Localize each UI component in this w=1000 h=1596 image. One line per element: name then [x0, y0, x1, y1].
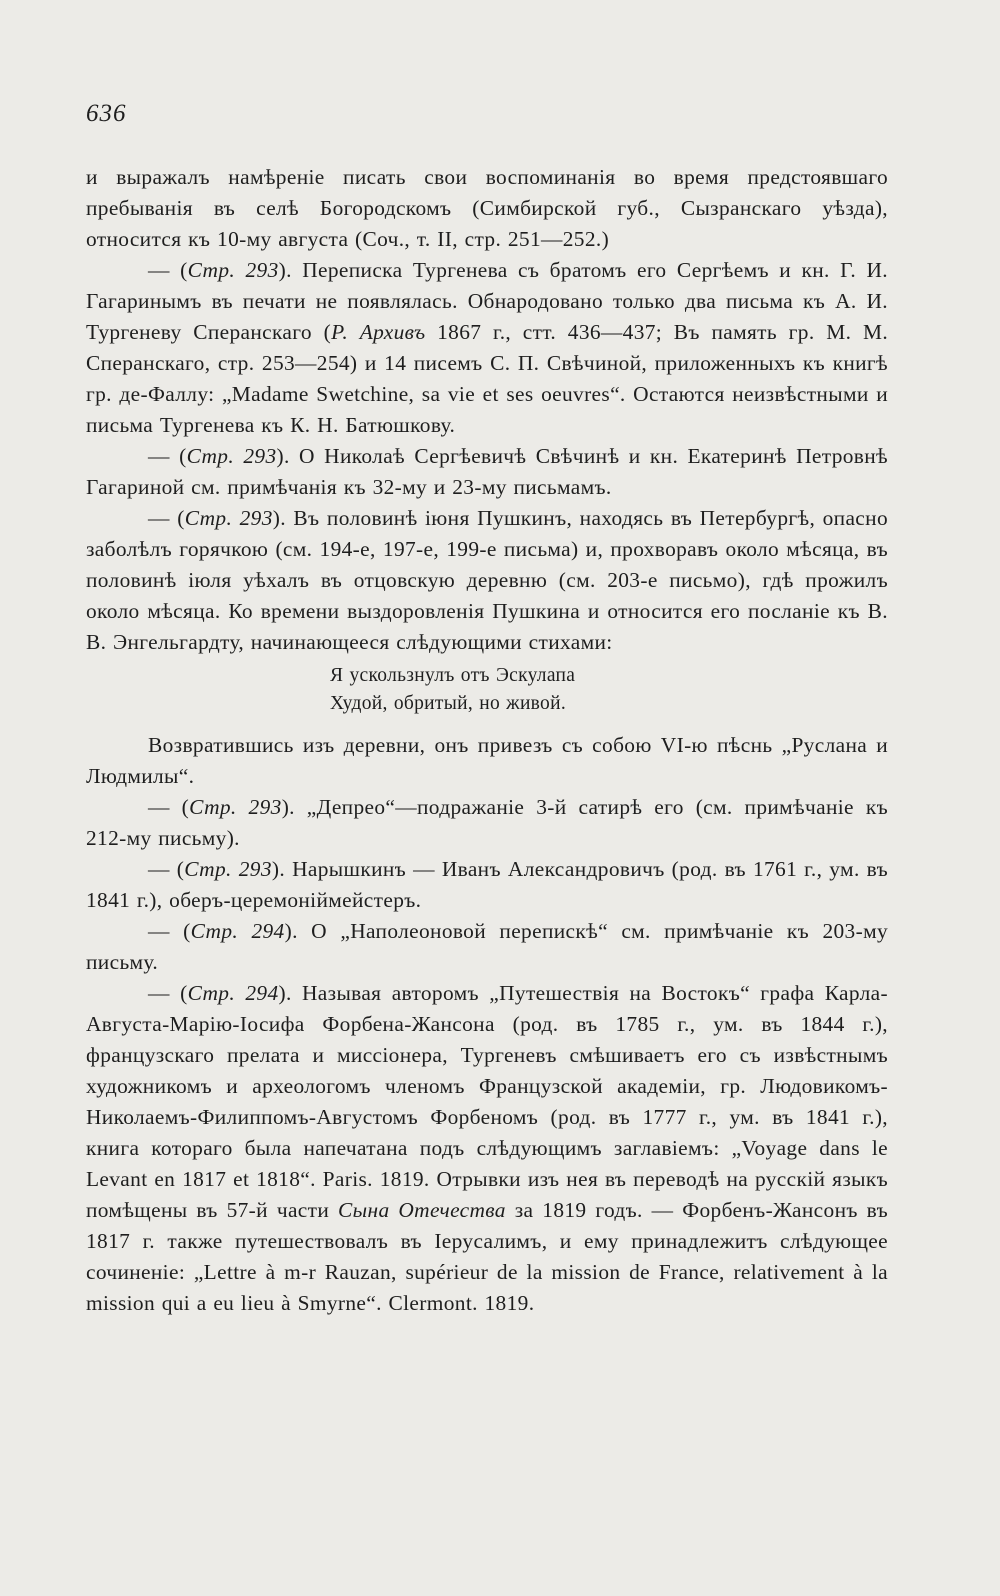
- page-reference: Стр. 293: [186, 444, 277, 468]
- page-reference: Стр. 293: [187, 258, 279, 282]
- note-dash: — (: [148, 857, 185, 881]
- page-number: 636: [86, 100, 127, 127]
- paragraph-text: ). О „Наполеоновой перепискѣ“ см. примѣчаніе къ 203-му письму.: [86, 919, 888, 974]
- page-reference: Стр. 293: [189, 795, 282, 819]
- page-reference: Стр. 293: [184, 506, 273, 530]
- paragraph-text: за 1819 годъ. — Форбенъ-Жансонъ въ 1817 г. также путешествовалъ въ Іерусалимъ, и ему принадлежитъ слѣдующее сочиненіе: „Lettre à m-r Rauzan, supérieur de la mission de France, relativement à la mission qui a eu lieu à Smyrne“. Clermont. 1819.: [86, 1198, 888, 1315]
- note-dash: — (: [148, 919, 191, 943]
- note-dash: — (: [148, 444, 187, 468]
- paragraph-text: 1867 г., стт. 436—437; Въ память гр. М. М. Сперанскаго, стр. 253—254) и 14 писемъ С. П. Свѣчиной, приложенныхъ къ книгѣ гр. де-Фаллу: „Madame Swetchine, sa vie et ses oeuvres“. Остаются неизвѣстными и письма Тургенева къ К. Н. Батюшкову.: [86, 320, 889, 437]
- page-reference: Стр. 293: [184, 857, 272, 881]
- verse-quote: [330, 662, 888, 718]
- book-page: [86, 100, 888, 1319]
- note-dash: — (: [148, 506, 185, 530]
- paragraph-1: и выражалъ намѣреніе писать свои воспоминанія во время предстоявшаго пребыванія въ селѣ Богородскомъ (Симбирской губ., Сызранскаго уѣзда), относится къ 10-му августа (Соч., т. II, стр. 251—252.): [86, 165, 888, 251]
- paragraph-text: ). Переписка Тургенева съ братомъ его Сергѣемъ и кн. Г. И. Гагаринымъ въ печати не появлялась. Обнародовано только два письма къ А. И. Тургеневу Сперанскаго (: [86, 258, 888, 344]
- paragraph-3: [86, 441, 888, 503]
- verse-line: Худой, обритый, но живой.: [330, 693, 567, 714]
- body-text: [86, 162, 888, 1319]
- paragraph-text: ). Нарышкинъ — Иванъ Александровичъ (род. въ 1761 г., ум. въ 1841 г.), оберъ-церемоніймейстеръ.: [86, 857, 889, 912]
- paragraph-5: Возвратившись изъ деревни, онъ привезъ съ собою VI-ю пѣснь „Руслана и Людмилы“.: [86, 733, 888, 788]
- page-reference: Стр. 294: [187, 981, 279, 1005]
- paragraph-text: ). „Депрео“—подражаніе 3-й сатирѣ его (см. примѣчаніе къ 212-му письму).: [86, 795, 888, 850]
- paragraph-text: ). Называя авторомъ „Путешествія на Востокъ“ графа Карла-Августа-Марію-Іосифа Форбена-Жансона (род. въ 1785 г., ум. въ 1844 г.), французскаго прелата и миссіонера, Тургеневъ смѣшиваетъ его съ извѣстнымъ художникомъ и археологомъ членомъ Французской академіи, гр. Людовикомъ-Николаемъ-Филиппомъ-Августомъ Форбеномъ (род. въ 1777 г., ум. въ 1841 г.), книга котораго была напечатана подъ слѣдующимъ заглавіемъ: „Voyage dans le Levant en 1817 et 1818“. Paris. 1819. Отрывки изъ нея въ переводѣ на русскій языкъ помѣщены въ 57-й части: [86, 981, 888, 1222]
- note-dash: — (: [148, 258, 188, 282]
- paragraph-text: ). О Николаѣ Сергѣевичѣ Свѣчинѣ и кн. Екатеринѣ Петровнѣ Гагариной см. примѣчанія къ 32-му и 23-му письмамъ.: [86, 444, 889, 499]
- paragraph-8: [86, 916, 888, 978]
- verse-line: Я ускользнулъ отъ Эскулапа: [330, 665, 576, 686]
- paragraph-7: [86, 854, 888, 916]
- paragraph-9: [86, 978, 888, 1319]
- paragraph-6: [86, 792, 888, 854]
- paragraph-2: [86, 255, 888, 441]
- page-reference: Стр. 294: [190, 919, 285, 943]
- paragraph-text: ). Въ половинѣ іюня Пушкинъ, находясь въ Петербургѣ, опасно заболѣлъ горячкою (см. 194-е, 197-е, 199-е письма) и, прохворавъ около мѣсяца, въ половинѣ іюля уѣхалъ въ отцовскую деревню (см. 203-е письмо), гдѣ прожилъ около мѣсяца. Ко времени выздоровленія Пушкина и относится его посланіе къ В. В. Энгельгардту, начинающееся слѣдующими стихами:: [86, 506, 888, 654]
- paragraph-4: [86, 503, 888, 658]
- note-dash: — (: [148, 981, 188, 1005]
- journal-title: Р. Архивъ: [331, 320, 426, 344]
- note-dash: — (: [148, 795, 190, 819]
- journal-title: Сына Отечества: [338, 1198, 506, 1222]
